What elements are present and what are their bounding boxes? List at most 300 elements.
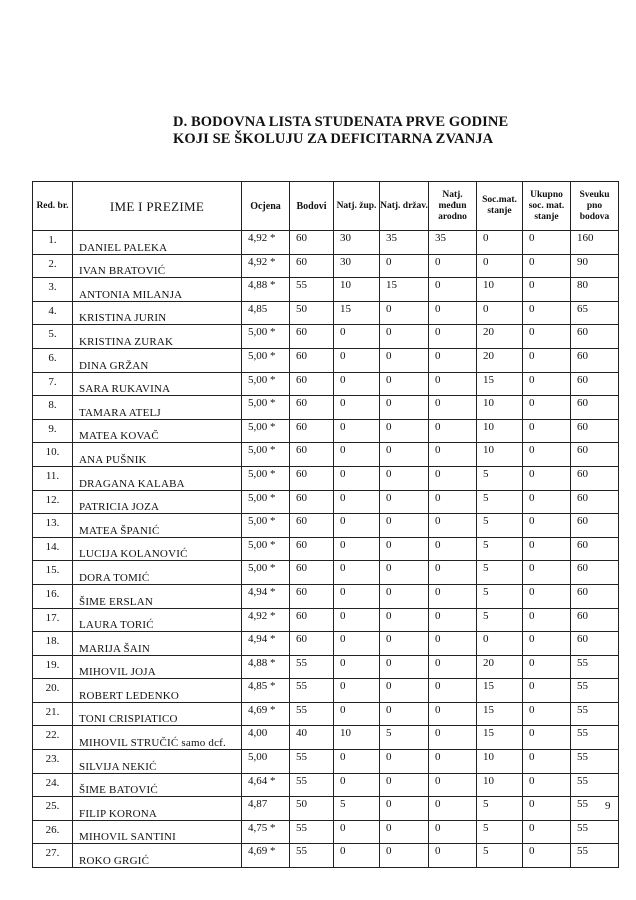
table-row xyxy=(33,537,619,561)
student-name-text: DINA GRŽAN xyxy=(79,359,149,372)
soc-mat-cell: 5 xyxy=(477,537,523,561)
soc-mat-cell: 0 xyxy=(477,254,523,278)
sveukupno-cell: 55 xyxy=(571,655,619,679)
student-name-text: LAURA TORIĆ xyxy=(79,619,154,632)
soc-mat-cell: 0 xyxy=(477,632,523,656)
header-bodovi: Bodovi xyxy=(290,182,334,231)
page-number: 9 xyxy=(605,800,611,812)
sveukupno-cell: 60 xyxy=(571,632,619,656)
bodovi-cell: 55 xyxy=(290,820,334,844)
natj-drzav-cell: 0 xyxy=(380,750,429,774)
sveukupno-cell: 55 xyxy=(571,797,619,821)
natj-zup-cell: 15 xyxy=(334,301,380,325)
natj-medunarodno-cell: 0 xyxy=(429,396,477,420)
ocjena-cell: 5,00 xyxy=(242,750,290,774)
natj-medunarodno-cell: 0 xyxy=(429,514,477,538)
sveukupno-cell: 55 xyxy=(571,773,619,797)
row-number: 23. xyxy=(33,750,73,774)
soc-mat-cell: 10 xyxy=(477,443,523,467)
bodovi-cell: 60 xyxy=(290,584,334,608)
ocjena-cell: 4,85 * xyxy=(242,679,290,703)
natj-medunarodno-cell: 0 xyxy=(429,254,477,278)
natj-drzav-cell: 0 xyxy=(380,632,429,656)
natj-drzav-cell: 0 xyxy=(380,797,429,821)
bodovi-cell: 55 xyxy=(290,655,334,679)
bodovi-cell: 60 xyxy=(290,608,334,632)
row-number: 6. xyxy=(33,348,73,372)
table-row xyxy=(33,773,619,797)
student-name-text: FILIP KORONA xyxy=(79,807,158,820)
bodovi-cell: 60 xyxy=(290,537,334,561)
bodovi-cell: 60 xyxy=(290,419,334,443)
bodovi-cell: 60 xyxy=(290,514,334,538)
natj-medunarodno-cell: 0 xyxy=(429,655,477,679)
ocjena-cell: 4,00 xyxy=(242,726,290,750)
header-natj-drzav: Natj. držav. xyxy=(380,182,429,231)
student-name-text: TONI CRISPIATICO xyxy=(79,713,178,726)
ukupno-soc-cell: 0 xyxy=(523,561,571,585)
header-natj-zup: Natj. žup. xyxy=(334,182,380,231)
natj-zup-cell: 0 xyxy=(334,419,380,443)
natj-drzav-cell: 0 xyxy=(380,301,429,325)
bodovi-cell: 60 xyxy=(290,372,334,396)
soc-mat-cell: 20 xyxy=(477,655,523,679)
table-row xyxy=(33,608,619,632)
natj-zup-cell: 0 xyxy=(334,820,380,844)
ukupno-soc-cell: 0 xyxy=(523,443,571,467)
natj-medunarodno-cell: 35 xyxy=(429,231,477,255)
bodovi-cell: 50 xyxy=(290,797,334,821)
natj-zup-cell: 0 xyxy=(334,325,380,349)
natj-drzav-cell: 0 xyxy=(380,325,429,349)
ukupno-soc-cell: 0 xyxy=(523,726,571,750)
sveukupno-cell: 60 xyxy=(571,466,619,490)
bodovi-cell: 60 xyxy=(290,561,334,585)
student-name-text: MATEA KOVAČ xyxy=(79,430,159,443)
table-row xyxy=(33,679,619,703)
table-row xyxy=(33,561,619,585)
natj-drzav-cell: 35 xyxy=(380,231,429,255)
student-name xyxy=(73,396,242,420)
soc-mat-cell: 20 xyxy=(477,325,523,349)
ocjena-cell: 5,00 * xyxy=(242,396,290,420)
table-row xyxy=(33,466,619,490)
bodovi-cell: 55 xyxy=(290,702,334,726)
table-row xyxy=(33,254,619,278)
document-title xyxy=(173,114,508,148)
student-name-text: ANTONIA MILANJA xyxy=(79,288,183,301)
row-number: 19. xyxy=(33,655,73,679)
natj-medunarodno-cell: 0 xyxy=(429,443,477,467)
ocjena-cell: 4,64 * xyxy=(242,773,290,797)
sveukupno-cell: 160 xyxy=(571,231,619,255)
ukupno-soc-cell: 0 xyxy=(523,844,571,868)
student-name-text: SARA RUKAVINA xyxy=(79,383,171,396)
ukupno-soc-cell: 0 xyxy=(523,655,571,679)
natj-medunarodno-cell: 0 xyxy=(429,726,477,750)
natj-drzav-cell: 0 xyxy=(380,561,429,585)
table-row xyxy=(33,584,619,608)
soc-mat-cell: 5 xyxy=(477,490,523,514)
student-name xyxy=(73,820,242,844)
natj-drzav-cell: 0 xyxy=(380,655,429,679)
natj-medunarodno-cell: 0 xyxy=(429,348,477,372)
row-number: 4. xyxy=(33,301,73,325)
ukupno-soc-cell: 0 xyxy=(523,490,571,514)
table-row xyxy=(33,820,619,844)
soc-mat-cell: 15 xyxy=(477,702,523,726)
bodovi-cell: 55 xyxy=(290,844,334,868)
ocjena-cell: 4,92 * xyxy=(242,608,290,632)
natj-medunarodno-cell: 0 xyxy=(429,278,477,302)
natj-drzav-cell: 0 xyxy=(380,419,429,443)
sveukupno-cell: 60 xyxy=(571,514,619,538)
row-number: 5. xyxy=(33,325,73,349)
row-number: 7. xyxy=(33,372,73,396)
row-number: 3. xyxy=(33,278,73,302)
sveukupno-cell: 65 xyxy=(571,301,619,325)
title-line-1: D. BODOVNA LISTA STUDENATA PRVE GODINE xyxy=(173,114,509,130)
ukupno-soc-cell: 0 xyxy=(523,301,571,325)
soc-mat-cell: 10 xyxy=(477,750,523,774)
natj-drzav-cell: 0 xyxy=(380,443,429,467)
header-natj-medunarodno: Natj. međun arodno xyxy=(429,182,477,231)
natj-zup-cell: 0 xyxy=(334,372,380,396)
ukupno-soc-cell: 0 xyxy=(523,632,571,656)
bodovi-cell: 55 xyxy=(290,750,334,774)
ukupno-soc-cell: 0 xyxy=(523,514,571,538)
student-name xyxy=(73,372,242,396)
natj-zup-cell: 0 xyxy=(334,844,380,868)
row-number: 16. xyxy=(33,584,73,608)
sveukupno-cell: 55 xyxy=(571,750,619,774)
table-row xyxy=(33,655,619,679)
student-name-text: MATEA ŠPANIĆ xyxy=(79,524,160,537)
natj-zup-cell: 0 xyxy=(334,348,380,372)
natj-medunarodno-cell: 0 xyxy=(429,773,477,797)
ocjena-cell: 4,94 * xyxy=(242,632,290,656)
table-row xyxy=(33,396,619,420)
student-name-text: LUCIJA KOLANOVIĆ xyxy=(79,548,188,561)
title-line-2: KOJI SE ŠKOLUJU ZA DEFICITARNA ZVANJA xyxy=(173,131,494,147)
natj-zup-cell: 0 xyxy=(334,490,380,514)
ocjena-cell: 5,00 * xyxy=(242,514,290,538)
row-number: 17. xyxy=(33,608,73,632)
ocjena-cell: 5,00 * xyxy=(242,490,290,514)
table-row xyxy=(33,632,619,656)
natj-zup-cell: 0 xyxy=(334,537,380,561)
ukupno-soc-cell: 0 xyxy=(523,797,571,821)
ocjena-cell: 5,00 * xyxy=(242,561,290,585)
natj-drzav-cell: 0 xyxy=(380,514,429,538)
row-number: 2. xyxy=(33,254,73,278)
student-name xyxy=(73,632,242,656)
natj-zup-cell: 0 xyxy=(334,679,380,703)
natj-drzav-cell: 0 xyxy=(380,396,429,420)
table-row xyxy=(33,325,619,349)
sveukupno-cell: 60 xyxy=(571,561,619,585)
ocjena-cell: 4,85 xyxy=(242,301,290,325)
natj-drzav-cell: 0 xyxy=(380,679,429,703)
ocjena-cell: 4,69 * xyxy=(242,702,290,726)
natj-zup-cell: 0 xyxy=(334,443,380,467)
student-name-text: ROKO GRGIĆ xyxy=(79,855,150,868)
soc-mat-cell: 5 xyxy=(477,844,523,868)
student-name xyxy=(73,514,242,538)
student-name xyxy=(73,301,242,325)
ukupno-soc-cell: 0 xyxy=(523,750,571,774)
row-number: 8. xyxy=(33,396,73,420)
ukupno-soc-cell: 0 xyxy=(523,372,571,396)
soc-mat-cell: 10 xyxy=(477,396,523,420)
soc-mat-cell: 10 xyxy=(477,278,523,302)
natj-medunarodno-cell: 0 xyxy=(429,301,477,325)
natj-medunarodno-cell: 0 xyxy=(429,820,477,844)
student-name xyxy=(73,797,242,821)
sveukupno-cell: 60 xyxy=(571,443,619,467)
natj-drzav-cell: 15 xyxy=(380,278,429,302)
natj-drzav-cell: 0 xyxy=(380,490,429,514)
ocjena-cell: 4,92 * xyxy=(242,231,290,255)
ukupno-soc-cell: 0 xyxy=(523,396,571,420)
soc-mat-cell: 5 xyxy=(477,514,523,538)
ocjena-cell: 4,75 * xyxy=(242,820,290,844)
row-number: 13. xyxy=(33,514,73,538)
student-name-text: TAMARA ATELJ xyxy=(79,406,161,419)
natj-medunarodno-cell: 0 xyxy=(429,537,477,561)
ocjena-cell: 5,00 * xyxy=(242,372,290,396)
student-name-text: ANA PUŠNIK xyxy=(79,453,147,466)
natj-zup-cell: 0 xyxy=(334,561,380,585)
student-name xyxy=(73,608,242,632)
bodovi-cell: 60 xyxy=(290,466,334,490)
natj-zup-cell: 10 xyxy=(334,278,380,302)
soc-mat-cell: 15 xyxy=(477,726,523,750)
ocjena-cell: 5,00 * xyxy=(242,466,290,490)
sveukupno-cell: 55 xyxy=(571,820,619,844)
row-number: 15. xyxy=(33,561,73,585)
student-name xyxy=(73,584,242,608)
table-row xyxy=(33,231,619,255)
student-name-text: MARIJA ŠAIN xyxy=(79,642,150,655)
sveukupno-cell: 60 xyxy=(571,348,619,372)
natj-medunarodno-cell: 0 xyxy=(429,372,477,396)
table-row xyxy=(33,348,619,372)
natj-drzav-cell: 0 xyxy=(380,348,429,372)
row-number: 11. xyxy=(33,466,73,490)
natj-drzav-cell: 0 xyxy=(380,584,429,608)
bodovi-cell: 40 xyxy=(290,726,334,750)
bodovi-cell: 55 xyxy=(290,278,334,302)
natj-medunarodno-cell: 0 xyxy=(429,844,477,868)
row-number: 18. xyxy=(33,632,73,656)
ukupno-soc-cell: 0 xyxy=(523,231,571,255)
natj-zup-cell: 30 xyxy=(334,254,380,278)
row-number: 22. xyxy=(33,726,73,750)
bodovi-cell: 60 xyxy=(290,632,334,656)
natj-drzav-cell: 0 xyxy=(380,820,429,844)
student-name xyxy=(73,325,242,349)
sveukupno-cell: 90 xyxy=(571,254,619,278)
table-row xyxy=(33,726,619,750)
sveukupno-cell: 60 xyxy=(571,490,619,514)
ocjena-cell: 4,88 * xyxy=(242,655,290,679)
soc-mat-cell: 10 xyxy=(477,419,523,443)
row-number: 1. xyxy=(33,231,73,255)
bodovi-cell: 60 xyxy=(290,231,334,255)
natj-zup-cell: 5 xyxy=(334,797,380,821)
student-name-text: MIHOVIL STRUČIĆ samo dcf. xyxy=(79,737,226,750)
ukupno-soc-cell: 0 xyxy=(523,608,571,632)
natj-zup-cell: 0 xyxy=(334,702,380,726)
bodovi-cell: 55 xyxy=(290,773,334,797)
student-name xyxy=(73,750,242,774)
student-name xyxy=(73,726,242,750)
soc-mat-cell: 15 xyxy=(477,372,523,396)
student-name-text: KRISTINA JURIN xyxy=(79,312,167,325)
natj-zup-cell: 0 xyxy=(334,632,380,656)
soc-mat-cell: 5 xyxy=(477,608,523,632)
soc-mat-cell: 5 xyxy=(477,466,523,490)
table-row xyxy=(33,443,619,467)
natj-drzav-cell: 0 xyxy=(380,372,429,396)
natj-medunarodno-cell: 0 xyxy=(429,750,477,774)
row-number: 26. xyxy=(33,820,73,844)
natj-medunarodno-cell: 0 xyxy=(429,608,477,632)
natj-zup-cell: 30 xyxy=(334,231,380,255)
natj-drzav-cell: 5 xyxy=(380,726,429,750)
row-number: 27. xyxy=(33,844,73,868)
sveukupno-cell: 60 xyxy=(571,372,619,396)
student-name-text: MIHOVIL SANTINI xyxy=(79,831,176,844)
row-number: 14. xyxy=(33,537,73,561)
natj-drzav-cell: 0 xyxy=(380,466,429,490)
ukupno-soc-cell: 0 xyxy=(523,419,571,443)
bodovi-cell: 55 xyxy=(290,679,334,703)
natj-zup-cell: 0 xyxy=(334,608,380,632)
table-row xyxy=(33,372,619,396)
ranking-table xyxy=(32,181,619,868)
soc-mat-cell: 20 xyxy=(477,348,523,372)
table-header-row xyxy=(33,182,619,231)
row-number: 21. xyxy=(33,702,73,726)
row-number: 10. xyxy=(33,443,73,467)
natj-drzav-cell: 0 xyxy=(380,773,429,797)
bodovi-cell: 60 xyxy=(290,490,334,514)
ocjena-cell: 5,00 * xyxy=(242,348,290,372)
table-row xyxy=(33,490,619,514)
sveukupno-cell: 60 xyxy=(571,537,619,561)
header-ukupno-soc-mat-stanje: Ukupno soc. mat. stanje xyxy=(523,182,571,231)
bodovi-cell: 60 xyxy=(290,325,334,349)
ukupno-soc-cell: 0 xyxy=(523,584,571,608)
natj-medunarodno-cell: 0 xyxy=(429,632,477,656)
table-row xyxy=(33,844,619,868)
header-ime-prezime: IME I PREZIME xyxy=(73,182,242,231)
table-row xyxy=(33,514,619,538)
sveukupno-cell: 60 xyxy=(571,419,619,443)
student-name-text: KRISTINA ZURAK xyxy=(79,335,174,348)
student-name xyxy=(73,655,242,679)
student-name xyxy=(73,679,242,703)
student-name xyxy=(73,278,242,302)
natj-zup-cell: 0 xyxy=(334,396,380,420)
soc-mat-cell: 0 xyxy=(477,231,523,255)
ocjena-cell: 4,69 * xyxy=(242,844,290,868)
soc-mat-cell: 10 xyxy=(477,773,523,797)
natj-zup-cell: 0 xyxy=(334,655,380,679)
sveukupno-cell: 55 xyxy=(571,844,619,868)
student-name xyxy=(73,443,242,467)
bodovi-cell: 60 xyxy=(290,443,334,467)
sveukupno-cell: 60 xyxy=(571,584,619,608)
sveukupno-cell: 60 xyxy=(571,325,619,349)
student-name-text: DANIEL PALEKA xyxy=(79,241,168,254)
bodovi-cell: 50 xyxy=(290,301,334,325)
student-name xyxy=(73,419,242,443)
student-name-text: DORA TOMIĆ xyxy=(79,571,150,584)
header-red-br: Red. br. xyxy=(33,182,73,231)
header-ocjena: Ocjena xyxy=(242,182,290,231)
student-name xyxy=(73,466,242,490)
natj-medunarodno-cell: 0 xyxy=(429,679,477,703)
ocjena-cell: 5,00 * xyxy=(242,325,290,349)
sveukupno-cell: 55 xyxy=(571,702,619,726)
student-name xyxy=(73,348,242,372)
ukupno-soc-cell: 0 xyxy=(523,348,571,372)
student-name xyxy=(73,702,242,726)
student-name xyxy=(73,254,242,278)
natj-drzav-cell: 0 xyxy=(380,844,429,868)
sveukupno-cell: 55 xyxy=(571,726,619,750)
row-number: 25. xyxy=(33,797,73,821)
student-name-text: SILVIJA NEKIĆ xyxy=(79,760,157,773)
natj-zup-cell: 0 xyxy=(334,514,380,538)
natj-zup-cell: 0 xyxy=(334,750,380,774)
student-name-text: IVAN BRATOVIĆ xyxy=(79,265,166,278)
natj-zup-cell: 0 xyxy=(334,584,380,608)
natj-drzav-cell: 0 xyxy=(380,702,429,726)
student-name-text: DRAGANA KALABA xyxy=(79,477,185,490)
header-sveukupno-bodova: Sveuku pno bodova xyxy=(571,182,619,231)
table-row xyxy=(33,419,619,443)
sveukupno-cell: 80 xyxy=(571,278,619,302)
student-name xyxy=(73,773,242,797)
ukupno-soc-cell: 0 xyxy=(523,537,571,561)
natj-medunarodno-cell: 0 xyxy=(429,466,477,490)
ukupno-soc-cell: 0 xyxy=(523,679,571,703)
student-name-text: MIHOVIL JOJA xyxy=(79,666,156,679)
student-name xyxy=(73,537,242,561)
student-name xyxy=(73,561,242,585)
bodovi-cell: 60 xyxy=(290,396,334,420)
natj-medunarodno-cell: 0 xyxy=(429,702,477,726)
natj-medunarodno-cell: 0 xyxy=(429,325,477,349)
soc-mat-cell: 15 xyxy=(477,679,523,703)
ocjena-cell: 5,00 * xyxy=(242,443,290,467)
row-number: 12. xyxy=(33,490,73,514)
natj-medunarodno-cell: 0 xyxy=(429,797,477,821)
student-name-text: ŠIME ERSLAN xyxy=(79,595,154,608)
ukupno-soc-cell: 0 xyxy=(523,325,571,349)
sveukupno-cell: 60 xyxy=(571,608,619,632)
natj-medunarodno-cell: 0 xyxy=(429,490,477,514)
student-name xyxy=(73,231,242,255)
sveukupno-cell: 60 xyxy=(571,396,619,420)
soc-mat-cell: 5 xyxy=(477,584,523,608)
ocjena-cell: 5,00 * xyxy=(242,419,290,443)
bodovi-cell: 60 xyxy=(290,348,334,372)
